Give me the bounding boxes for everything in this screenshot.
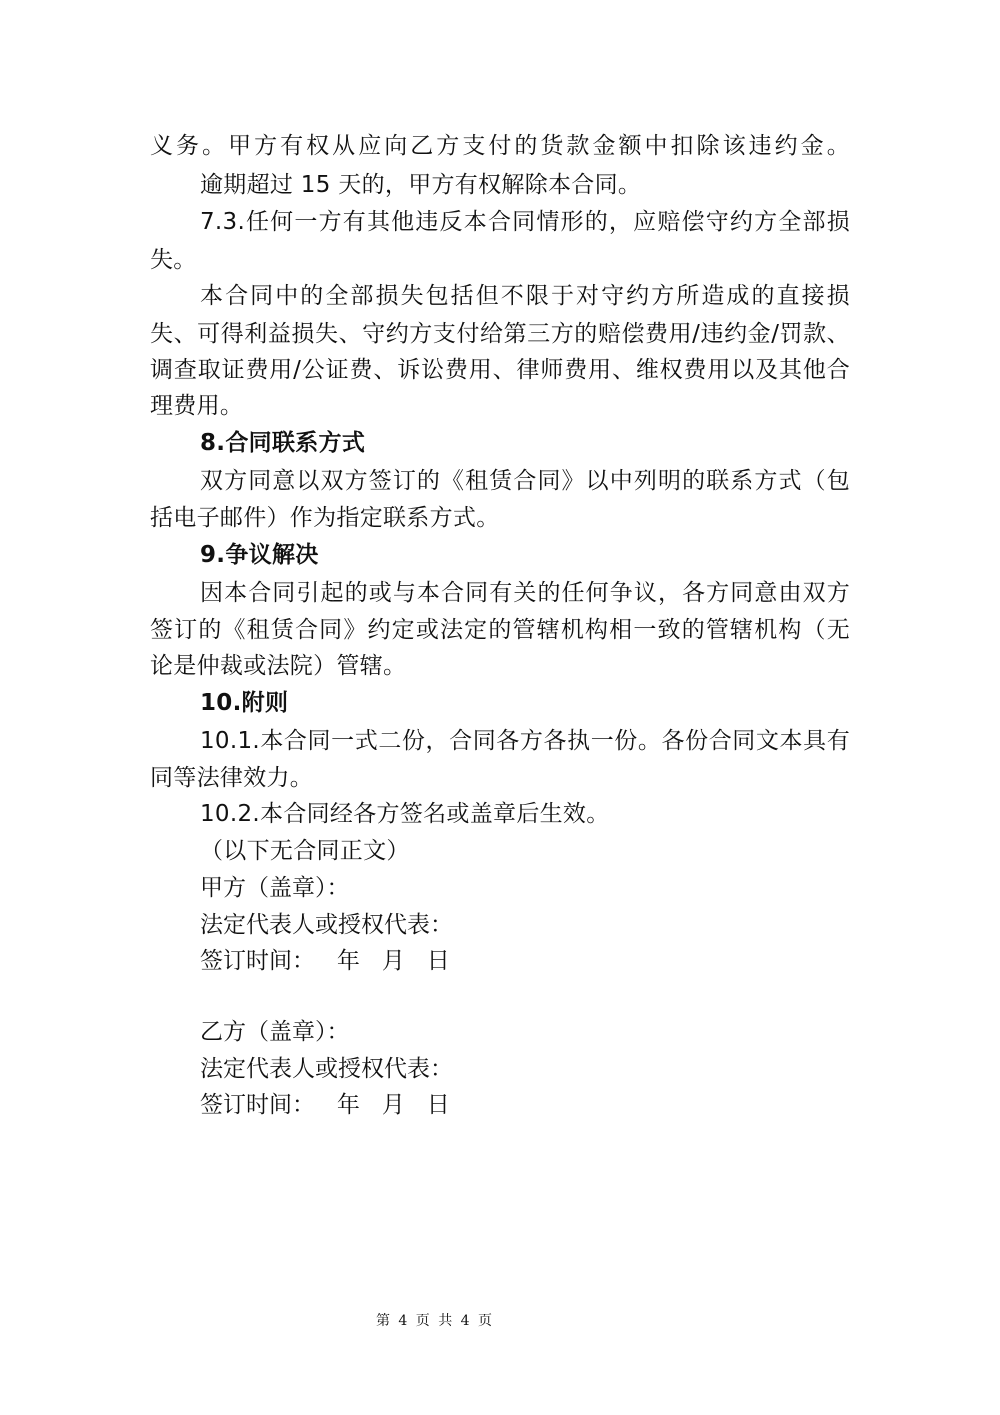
party-a-signing-date: 签订时间： 年 月 日 <box>200 948 450 974</box>
paragraph-line: 逾期超过 15 天的，甲方有权解除本合同。 <box>200 172 642 198</box>
paragraph-line: 10.1.本合同一式二份，合同各方各执一份。各份合同文本具有 <box>200 728 850 754</box>
paragraph-line: 调查取证费用/公证费、诉讼费用、律师费用、维权费用以及其他合 <box>150 357 850 383</box>
paragraph-line: 10.2.本合同经各方签名或盖章后生效。 <box>200 801 610 827</box>
paragraph-line: 双方同意以双方签订的《租赁合同》以中列明的联系方式（包 <box>200 468 850 494</box>
section-heading: 8.合同联系方式 <box>200 430 366 456</box>
paragraph-line: 义务。甲方有权从应向乙方支付的货款金额中扣除该违约金。 <box>150 133 850 159</box>
paragraph-line: 同等法律效力。 <box>150 765 314 791</box>
party-a-representative: 法定代表人或授权代表： <box>200 912 453 938</box>
party-b-label: 乙方（盖章）： <box>200 1019 350 1045</box>
paragraph-line: 本合同中的全部损失包括但不限于对守约方所造成的直接损 <box>200 283 850 309</box>
paragraph-line: 签订的《租赁合同》约定或法定的管辖机构相一致的管辖机构（无 <box>150 617 850 643</box>
party-b-signing-date: 签订时间： 年 月 日 <box>200 1092 450 1118</box>
party-a-label: 甲方（盖章）： <box>200 875 350 901</box>
paragraph-line: 失、可得利益损失、守约方支付给第三方的赔偿费用/违约金/罚款、 <box>150 321 850 347</box>
paragraph-line: 括电子邮件）作为指定联系方式。 <box>150 505 500 531</box>
party-b-representative: 法定代表人或授权代表： <box>200 1056 453 1082</box>
page-footer: 第 4 页 共 4 页 <box>375 1313 493 1329</box>
section-heading: 10.附则 <box>200 690 289 716</box>
paragraph-line: 论是仲裁或法院）管辖。 <box>150 653 407 679</box>
paragraph-line: （以下无合同正文） <box>200 838 410 864</box>
paragraph-line: 理费用。 <box>150 393 244 419</box>
paragraph-line: 因本合同引起的或与本合同有关的任何争议，各方同意由双方 <box>200 580 850 606</box>
section-heading: 9.争议解决 <box>200 542 319 568</box>
paragraph-line: 失。 <box>150 247 197 273</box>
paragraph-line: 7.3.任何一方有其他违反本合同情形的，应赔偿守约方全部损 <box>200 209 850 235</box>
